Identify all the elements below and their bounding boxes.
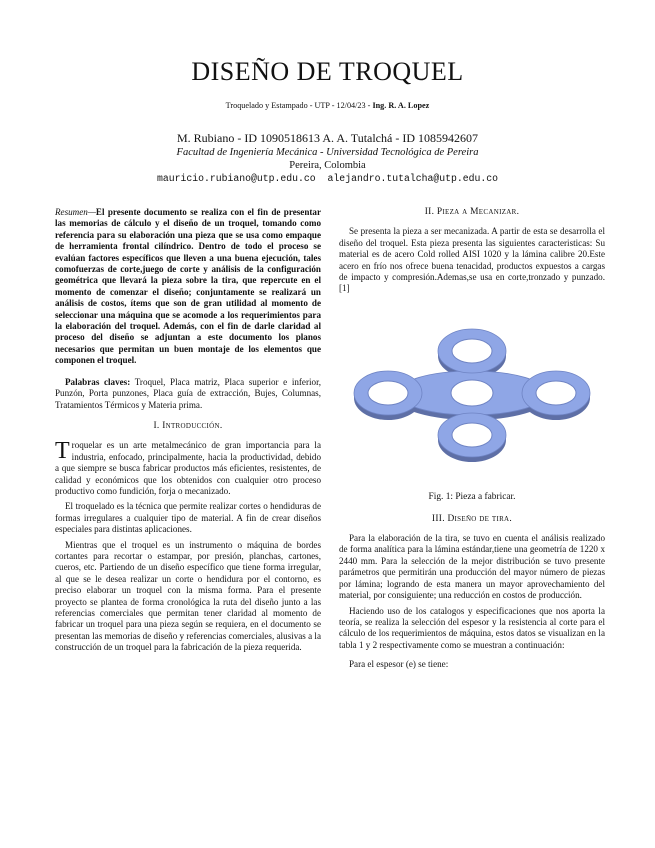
abstract-text: El presente documento se realiza con el fin de presentar las memorias de cálculo y el diseño de un troquel, tomando como referencia para su elaboración una pieza que se usa como empaque de herramienta frontal cilíndrico. Dentro de todo el proceso se evalúan factores específicos que lleven a una buena ejecución, tales comofuerzas de corte,juego de corte y análisis de la configuración geométrica que llevará la pieza sobre la tira, que repercute en el momento de comenzar el diseño; conjuntamente se realizará un análisis de costos, ítems que son de gran utilidad al momento de seleccionar una máquina que se acomode a los requerimientos para la elaboración del troquel. Además, con el fin de darle claridad al proceso del diseño se adjuntan a este documento los planos necesarios que permitan un buen montaje de los elementos que componen el troquel.	[55, 207, 321, 366]
paper-city: Pereira, Colombia	[289, 160, 366, 171]
paper-affiliation: Facultad de Ingeniería Mecánica - Universidad Tecnológica de Pereira	[176, 147, 479, 158]
paper-authors: M. Rubiano - ID 1090518613 A. A. Tutalchá - ID 1085942607	[177, 131, 478, 145]
intro-paragraph-1-text: roquelar es un arte metalmecánico de gran importancia para la industria, enfocado, principalmente, hacia la productividad, debido a que siempre se busca fabricar productos más eficientes, resistentes, de calidad y económicos que los obtenidos con cualquier otro proceso productivo como fundición, forja o mecanizado.	[55, 440, 321, 496]
left-column	[55, 207, 321, 658]
paper-title: DISEÑO DE TROQUEL	[191, 57, 464, 86]
abstract	[55, 207, 321, 367]
intro-paragraph-2: El troquelado es la técnica que permite realizar cortes o hendiduras de formas irregulares a cualquier tipo de material. A fin de crear diseños especiales para distintas aplicaciones.	[55, 501, 321, 535]
subtitle-text: Troquelado y Estampado - UTP - 12/04/23 -	[225, 101, 373, 110]
right-column	[339, 207, 605, 675]
keywords-text: Troquel, Placa matriz, Placa superior e inferior, Punzón, Porta punzones, Placa guía de extracción, Bujes, Columnas, Tratamientos Térmicos y Materia prima.	[55, 376, 322, 410]
figure-caption: Fig. 1: Pieza a fabricar.	[428, 492, 516, 503]
intro-paragraph-1	[55, 440, 321, 497]
part-holes	[368, 339, 576, 447]
section-heading-diseno-tira: III. Diseño de tira.	[431, 513, 513, 524]
tira-paragraph-1: Para la elaboración de la tira, se tuvo en cuenta el análisis realizado de forma analítica para la lámina estándar,tiene una geometría de 1220 x 2440 mm. Para la selección de la mejor distribución se tuvo presente parámetros que permitirán una producción del mayor número de piezas por lámina; logrando de esta manera un mayor aprovechamiento del material, por consiguiente; una reducción en costos de producción.	[339, 533, 605, 601]
abstract-lead: Resumen—	[55, 207, 96, 217]
section-heading-introduccion: I. Introducción.	[153, 420, 223, 431]
section-heading-pieza: II. Pieza a Mecanizar.	[424, 207, 520, 217]
figure-part-drawing	[339, 307, 605, 487]
tira-paragraph-2: Haciendo uso de los catalogos y especificaciones que nos aporta la teoría, se realiza la selección del espesor y la resistencia al corte para el cálculo de los requerimientos de máquina, estos datos se visualizan en la tabla 1 y 2 respectivamente como se muestran a continuación:	[339, 605, 605, 650]
keywords-lead: Palabras claves:	[65, 376, 131, 387]
keywords	[55, 377, 321, 411]
subtitle-instructor: Ing. R. A. Lopez	[372, 101, 430, 110]
dropcap-letter: T	[55, 438, 70, 465]
part-shape	[354, 329, 590, 462]
tira-paragraph-3: Para el espesor (e) se tiene:	[349, 659, 449, 670]
paper-subtitle	[0, 101, 655, 110]
paper-emails: mauricio.rubiano@utp.edu.co alejandro.tutalcha@utp.edu.co	[156, 173, 499, 184]
intro-paragraph-3: Mientras que el troquel es un instrumento o máquina de bordes cortantes para recortar o estampar, por presión, planchas, cartones, cueros, etc. Partiendo de un diseño específico que tiene forma irregular, al que se le desea realizar un corte o hendidura por el contorno, es preciso elaborar un troquel con la misma forma. Para el presente proyecto se plantea de forma cronológica la ruta del diseño junto a las referencias comerciales que permitan tener claridad al momento de fabricar un troquel para una pieza según se requiera, en el documento se presentan las memorias de diseño y referencias comerciales, alusivas a la construcción de un troquel para la fabricación de la pieza requerida.	[55, 539, 321, 653]
pieza-paragraph-1: Se presenta la pieza a ser mecanizada. A partir de esta se desarrolla el diseño del troquel. Esta pieza presenta las siguientes caracteristicas: Su material es de acero Cold rolled AISI 1020 y la lámina calibre 20.Este acero en frío nos ofrece buena tenacidad, productos expuestos a cargas de impacto y compresión.Ademas,se usa en corte,tronzado y punzado.[1]	[339, 226, 605, 294]
